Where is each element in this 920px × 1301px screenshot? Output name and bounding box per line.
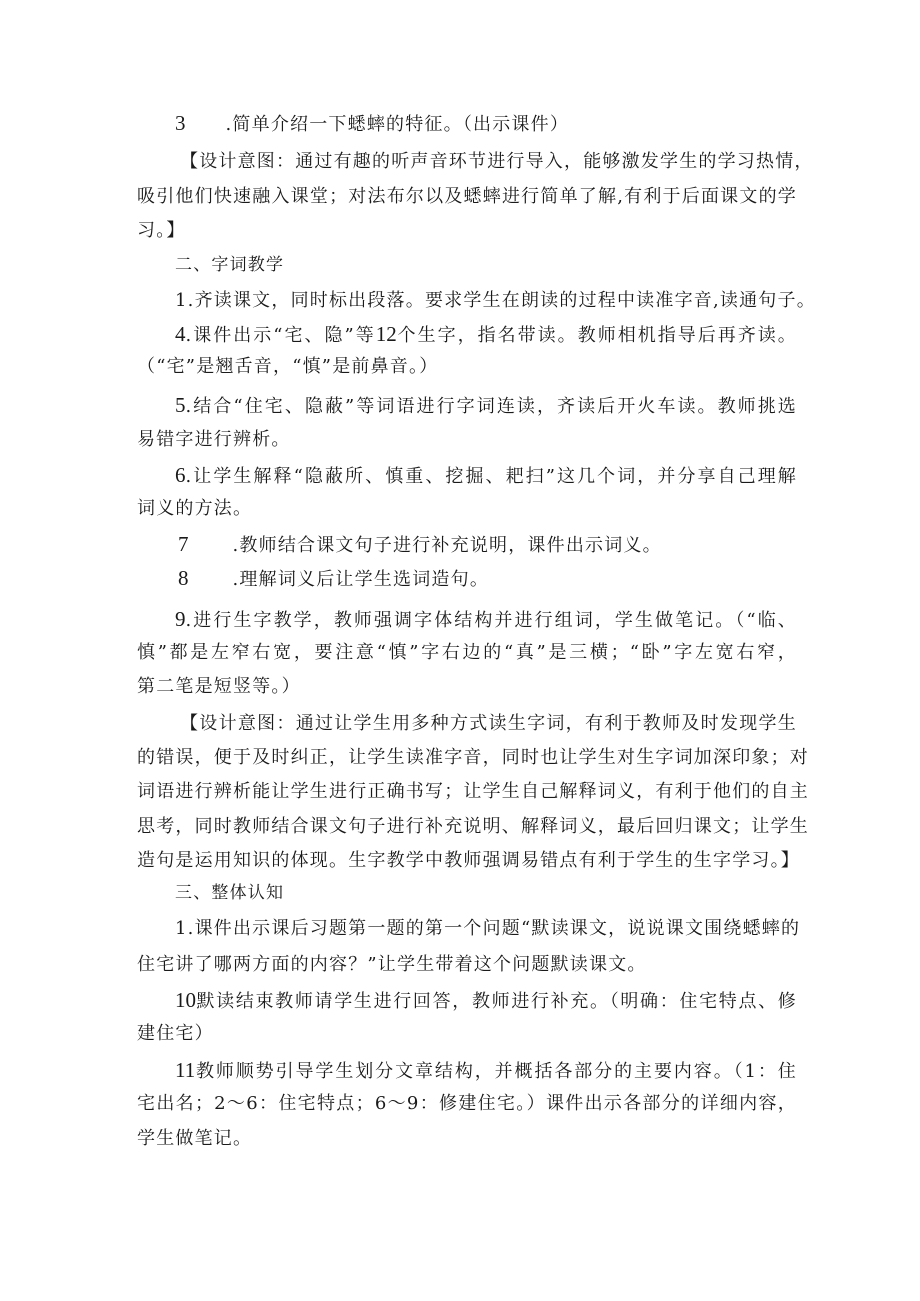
text-line — [175, 990, 797, 1011]
item-number: 4 — [175, 322, 186, 346]
text-line: 第二笔是短竖等。） — [137, 676, 301, 697]
text-line: 易错字进行辨析。 — [137, 429, 291, 450]
text-line: 词义的方法。 — [137, 498, 253, 519]
text-line: 词语进行辨析能让学生进行正确书写；让学生自己解释词义，有利于他们的自主 — [137, 781, 809, 802]
text-line — [175, 609, 797, 630]
item-3 — [175, 113, 569, 134]
item-text: 个生字，指名带读。教师相机指导后再齐读。 — [396, 325, 798, 346]
item-number: 5 — [175, 393, 186, 417]
item-text: .进行生字教学，教师强调字体结构并进行组词，学生做笔记。（“临、 — [185, 610, 797, 631]
item-text: .简单介绍一下蟋蟀的特征。（出示课件） — [225, 114, 570, 135]
item-text: .教师结合课文句子进行补充说明，课件出示词义。 — [232, 535, 662, 556]
inline-number: 12 — [375, 322, 397, 346]
text-line — [175, 1060, 797, 1081]
item-text: .课件出示“宅、隐”等 — [185, 325, 376, 346]
item-text: 默读结束教师请学生进行回答，教师进行补充。（明确：住宅特点、修 — [196, 991, 797, 1012]
text-line: 思考，同时教师结合课文句子进行补充说明、解释词义，最后回归课文；让学生 — [137, 816, 809, 837]
item-number: 7 — [178, 532, 189, 556]
item-text: 教师顺势引导学生划分文章结构，并概括各部分的主要内容。（1：住 — [195, 1061, 797, 1082]
item-number: 10 — [175, 988, 196, 1012]
section-heading-3: 三、整体认知 — [175, 883, 285, 903]
text-line — [175, 465, 797, 486]
text-line: 1.课件出示课后习题第一题的第一个问题“默读课文，说说课文围绕蟋蟀的 — [175, 918, 801, 939]
item-number: 8 — [178, 566, 189, 590]
item-1: 1.齐读课文，同时标出段落。要求学生在朗读的过程中读准字音,读通句子。 — [175, 290, 816, 311]
item-7 — [178, 534, 662, 555]
text-line: 建住宅） — [137, 1023, 214, 1044]
text-line — [175, 395, 797, 416]
item-number: 11 — [175, 1058, 196, 1082]
item-number: 3 — [175, 111, 186, 135]
text-line: 【设计意图：通过让学生用多种方式读生字词，有利于教师及时发现学生 — [180, 713, 797, 734]
text-line: 吸引他们快速融入课堂；对法布尔以及蟋蟀进行简单了解,有利于后面课文的学 — [137, 186, 797, 207]
item-text: .让学生解释“隐蔽所、慎重、挖掘、耙扫”这几个词，并分享自己理解 — [185, 466, 797, 487]
text-line: 学生做笔记。 — [137, 1128, 253, 1149]
text-line: 宅出名；2～6：住宅特点；6～9：修建住宅。）课件出示各部分的详细内容， — [137, 1093, 797, 1114]
item-text: .结合“住宅、隐蔽”等词语进行字词连读，齐读后开火车读。教师挑选 — [185, 396, 797, 417]
text-line: 慎”都是左窄右宽，要注意“慎”字右边的“真”是三横；“卧”字左宽右窄， — [137, 642, 797, 663]
text-line — [175, 324, 797, 345]
text-line: （“宅”是翘舌音，“慎”是前鼻音。） — [137, 356, 439, 377]
text-line: 【设计意图：通过有趣的听声音环节进行导入，能够激发学生的学习热情， — [180, 151, 814, 172]
item-number: 9 — [175, 607, 186, 631]
text-line: 习。】 — [137, 220, 186, 241]
text-line: 住宅讲了哪两方面的内容？”让学生带着这个问题默读课文。 — [137, 954, 647, 975]
item-8 — [178, 568, 489, 589]
text-line: 的错误，便于及时纠正，让学生读准字音，同时也让学生对生字词加深印象；对 — [137, 747, 809, 768]
item-number: 6 — [175, 463, 186, 487]
item-text: .理解词义后让学生选词造句。 — [232, 569, 490, 590]
section-heading-2: 二、字词教学 — [175, 255, 285, 275]
text-line: 造句是运用知识的体现。生字教学中教师强调易错点有利于学生的生字学习。】 — [137, 850, 800, 871]
